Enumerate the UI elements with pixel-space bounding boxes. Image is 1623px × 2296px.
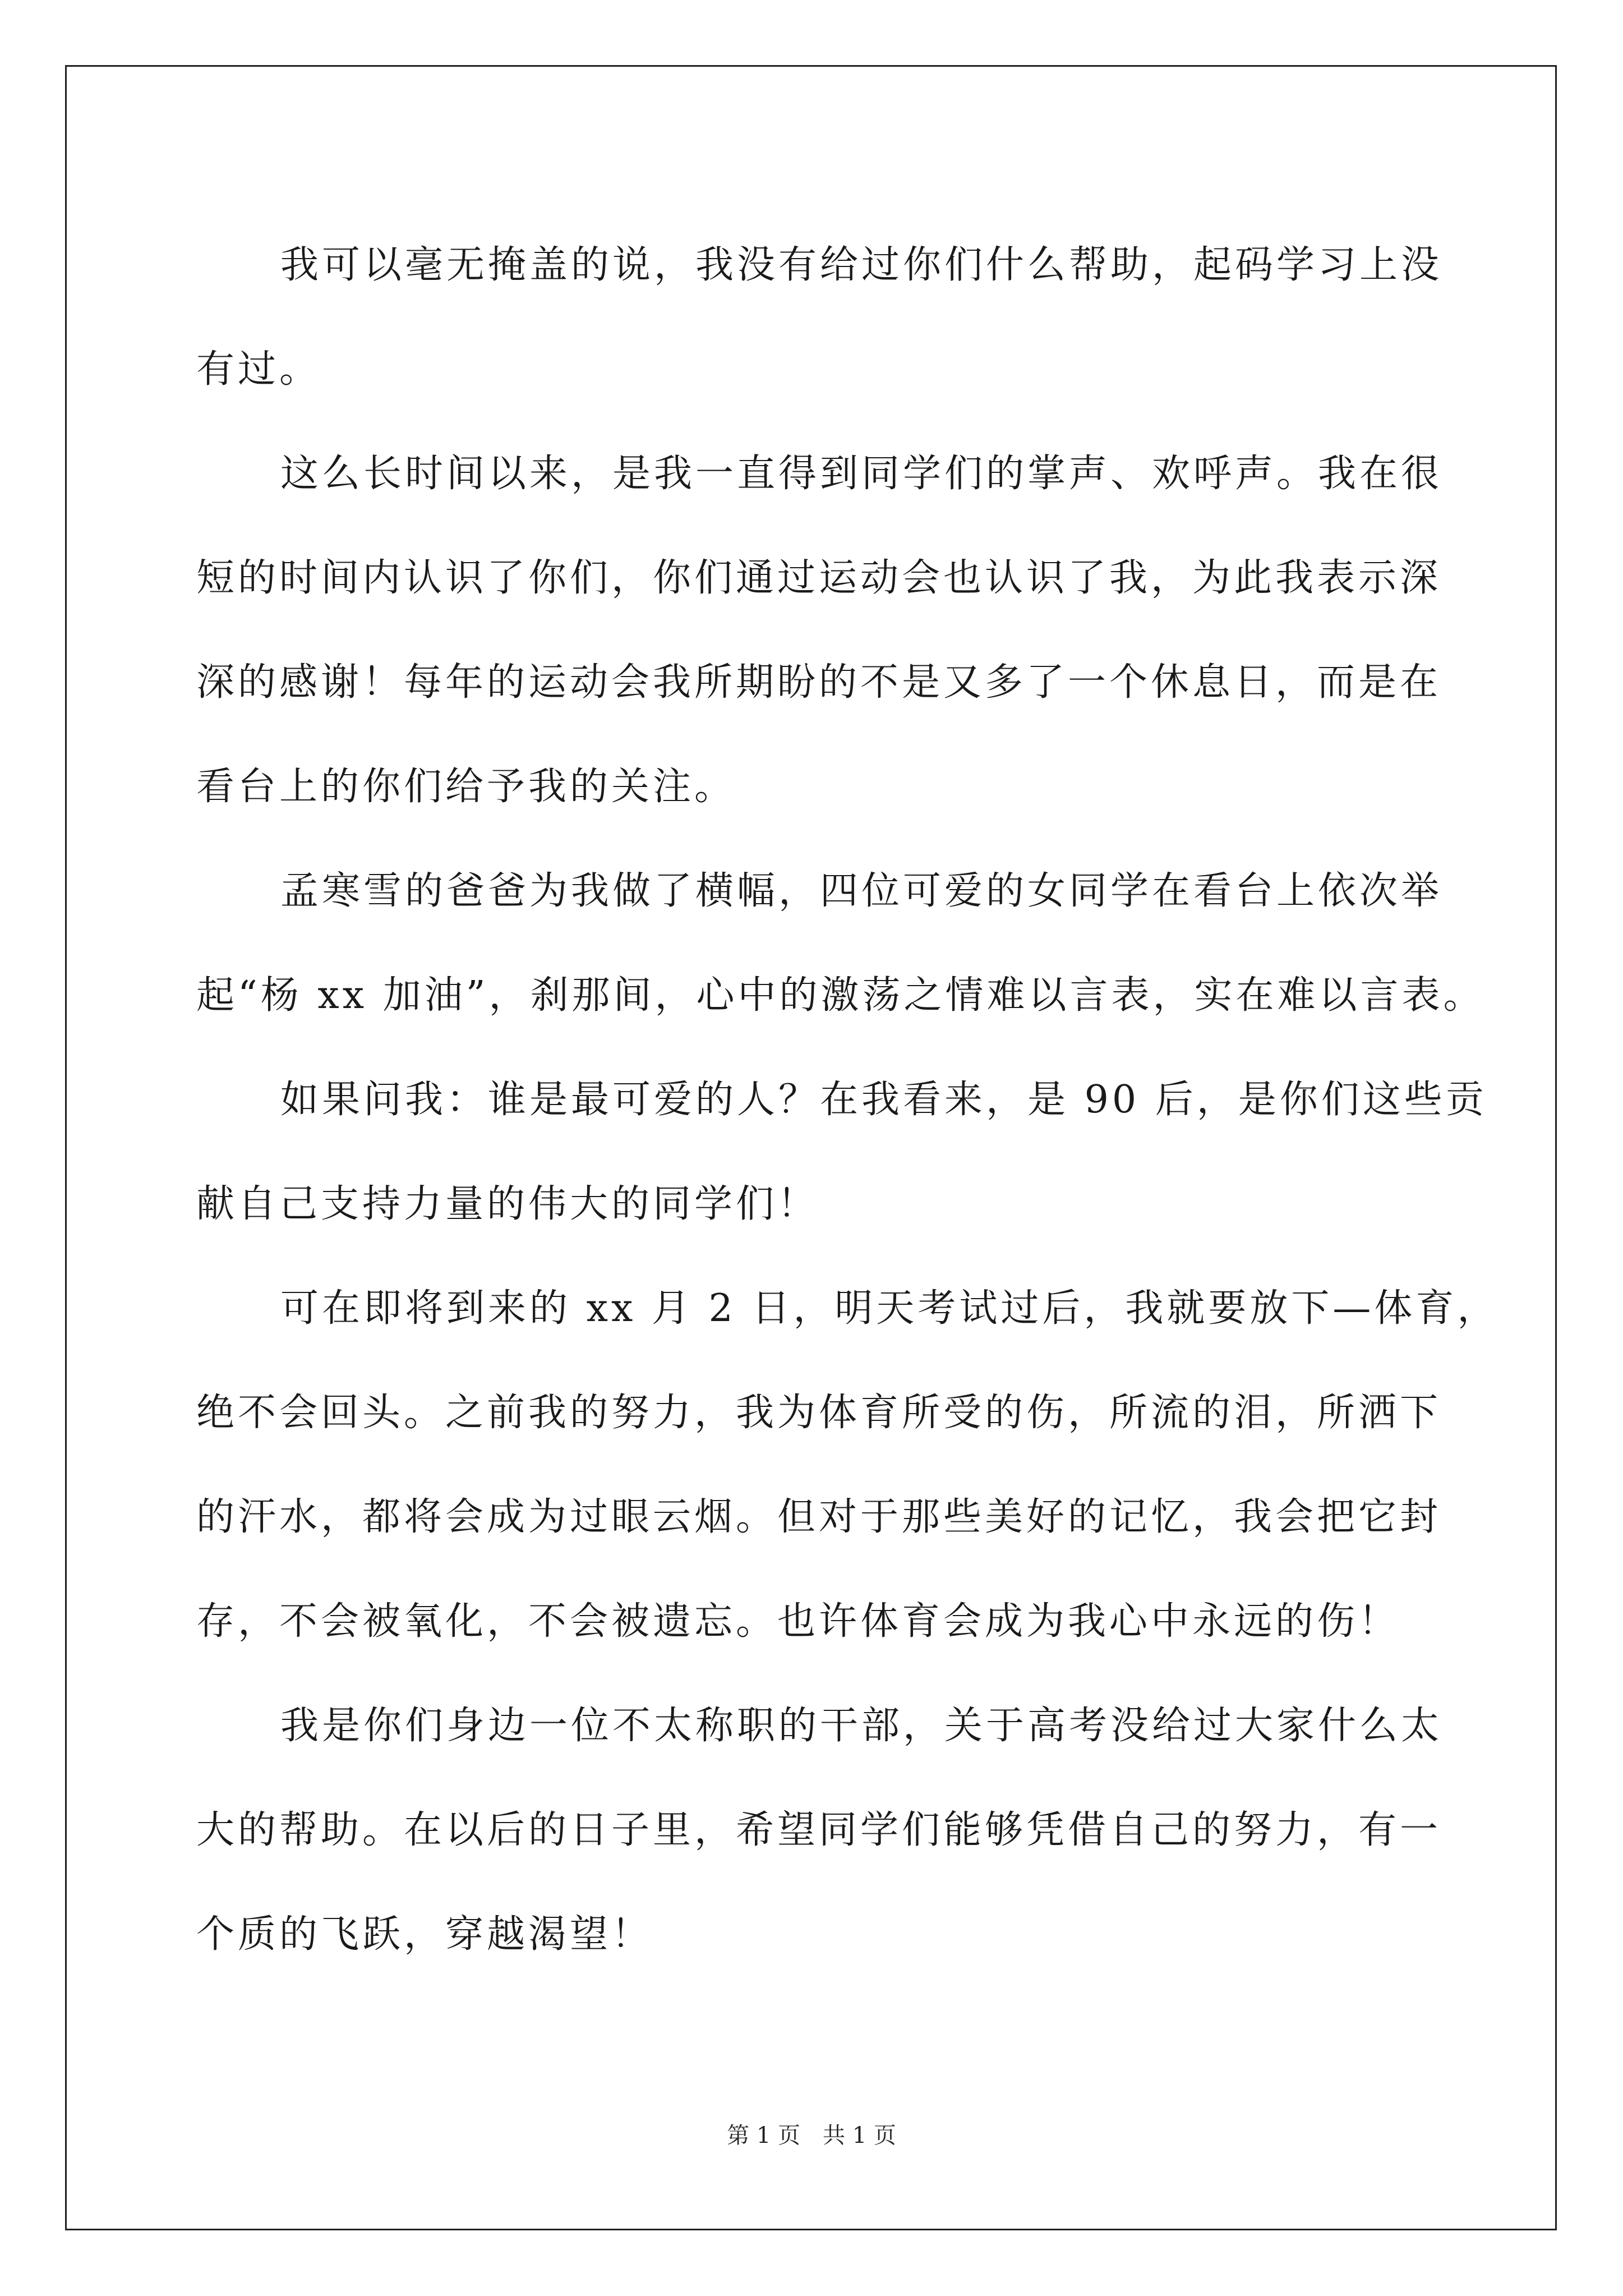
text-line: 我可以毫无掩盖的说，我没有给过你们什么帮助，起码学习上没	[280, 243, 1443, 287]
text-line: 起“杨 xx 加油”，刹那间，心中的激荡之情难以言表，实在难以言表。	[196, 973, 1485, 1018]
text-line: 大的帮助。在以后的日子里，希望同学们能够凭借自己的努力，有一	[196, 1808, 1442, 1852]
text-line: 绝不会回头。之前我的努力，我为体育所受的伤，所流的泪，所洒下	[196, 1391, 1442, 1435]
text-line: 看台上的你们给予我的关注。	[196, 765, 736, 809]
document-body	[196, 213, 1499, 1987]
text-line: 孟寒雪的爸爸为我做了横幅，四位可爱的女同学在看台上依次举	[280, 869, 1443, 913]
text-line: 这么长时间以来，是我一直得到同学们的掌声、欢呼声。我在很	[280, 452, 1443, 496]
page-footer: 第 1 页 共 1 页	[727, 2123, 896, 2148]
text-line: 有过。	[196, 347, 321, 392]
text-line: 短的时间内认识了你们，你们通过运动会也认识了我，为此我表示深	[196, 556, 1442, 600]
text-line: 个质的飞跃，穿越渴望！	[196, 1912, 653, 1957]
paragraph-4	[196, 1048, 1487, 1257]
text-line: 存，不会被氧化，不会被遗忘。也许体育会成为我心中永远的伤！	[196, 1599, 1400, 1644]
paragraph-3	[196, 839, 1485, 1048]
paragraph-2	[196, 422, 1443, 839]
paragraph-6	[196, 1674, 1443, 1987]
text-line: 深的感谢！每年的运动会我所期盼的不是又多了一个休息日，而是在	[196, 660, 1442, 705]
text-line: 如果问我：谁是最可爱的人？在我看来，是 90 后，是你们这些贡	[280, 1078, 1487, 1122]
text-line: 可在即将到来的 xx 月 2 日，明天考试过后，我就要放下—体育，	[280, 1286, 1499, 1331]
paragraph-5	[196, 1257, 1499, 1674]
text-line: 我是你们身边一位不太称职的干部，关于高考没给过大家什么太	[280, 1704, 1443, 1748]
text-line: 的汗水，都将会成为过眼云烟。但对于那些美好的记忆，我会把它封	[196, 1495, 1442, 1539]
paragraph-1	[196, 213, 1443, 422]
text-line: 献自己支持力量的伟大的同学们！	[196, 1182, 819, 1226]
